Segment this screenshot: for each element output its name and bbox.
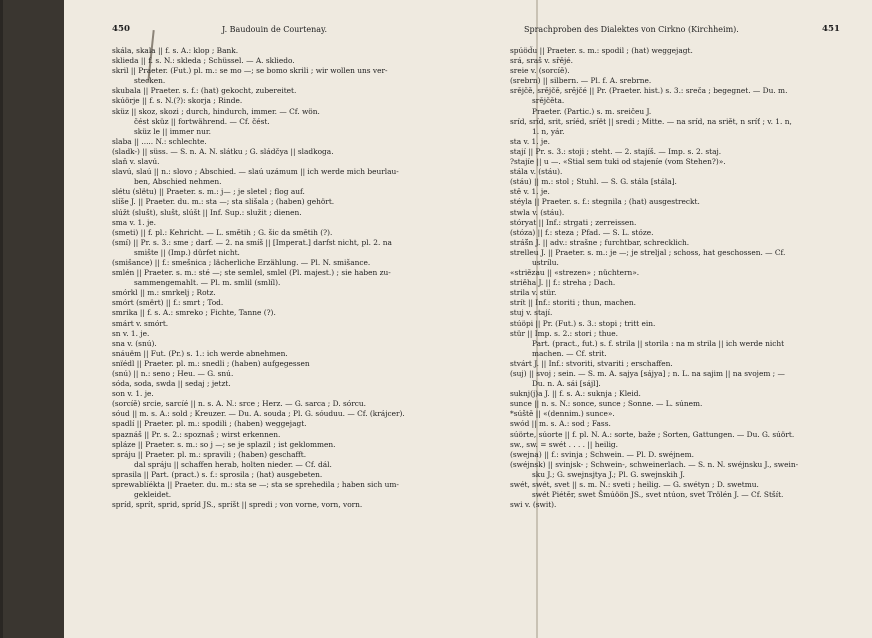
dictionary-entry-line: smórt (smërt) || f.: smrt ; Tod. [112, 298, 224, 308]
dictionary-entry-line: (sladk-) || süss. — S. n. A. N. slátku ; G. sládčya || sladkoga. [112, 146, 334, 156]
dictionary-entry-line: (stáu) || m.: stol ; Stuhl. — S. G. stála [stála]. [510, 177, 677, 187]
dictionary-entry-line: suknj(j)a J. || f. s. A.: suknja ; Kleid. [510, 389, 641, 399]
dictionary-entry-line: spráju || Praeter. pl. m.: spravili ; (haben) geschafft. [112, 449, 307, 459]
dictionary-entry-line: smište || (Imp.) dürfet nicht. [134, 247, 240, 257]
dictionary-entry-line: sku J.; G. swejnsjtya J.; Pl. G. swejnskih J. [532, 469, 685, 479]
dictionary-entry-line: slíše J. || Praeter. du. m.: sta —; sta slišala ; (haben) gehört. [112, 197, 335, 207]
dictionary-entry-line: slúžt (slušt), slušt, slúšt || Inf. Sup.: služit ; dienen. [112, 207, 302, 217]
right-entries [510, 46, 840, 510]
dictionary-entry-line: smárt v. smórt. [112, 318, 169, 328]
dictionary-entry-line: smrika || f. s. A.: smreko ; Fichte, Tanne (?). [112, 308, 276, 318]
dictionary-entry-line: sóud || m. s. A.: sold ; Kreuzer. — Du. A. souda ; Pl. G. sóuduu. — Cf. (krájcer). [112, 409, 405, 419]
dictionary-entry-line: sreie v. (sorcíě). [510, 66, 570, 76]
dictionary-entry-line: sprewablíékta || Praeter. du. m.: sta se —; sta se sprehedila ; haben sich um- [112, 480, 399, 490]
dictionary-entry-line: srá, sraš v. sřějé. [510, 56, 574, 66]
dictionary-entry-line: strít || Inf.: storiti ; thun, machen. [510, 298, 637, 308]
dictionary-entry-line: stála v. (stáu). [510, 167, 563, 177]
dictionary-entry-line: spadlí || Praeter. pl. m.: spodili ; (haben) weggejagt. [112, 419, 307, 429]
dictionary-entry-line: smlén || Praeter. s. m.: sté —; ste semlel, smlel (Pl. majest.) ; sie haben zu- [112, 268, 391, 278]
right-page-number: 451 [822, 24, 840, 34]
dictionary-entry-line: spríd, sprít, sprid, spríd JS., spríšt || spredi ; von vorne, vorn, vorn. [112, 500, 363, 510]
dictionary-entry-line: gekleidet. [134, 490, 172, 500]
dictionary-entry-line: stají || Pr. s. 3.: stoji ; steht. — 2. stajíš. — Imp. s. 2. staj. [510, 146, 722, 156]
page-edge-bar [0, 0, 3, 638]
dictionary-entry-line: swét, swét, svet || s. m. N.: sveti ; heilig. — G. swétyn ; D. swetmu. [510, 480, 759, 490]
dictionary-entry-line: slavú, slaú || n.: slovo ; Abschied. — slaú uzámum || ich werde mich beurlau- [112, 167, 399, 177]
dictionary-entry-line: swód || m. s. A.: sod ; Fass. [510, 419, 611, 429]
dictionary-entry-line: ?stajíe || u —. «Stial sem tuki od stajeníe (vom Stehen?)». [510, 157, 726, 167]
dictionary-entry-line: skril || Praeter. (Fut.) pl. m.: se mo —; se bomo skrili ; wir wollen uns ver- [112, 66, 388, 76]
left-page-header [112, 24, 448, 40]
right-page [510, 24, 840, 624]
dictionary-entry-line: srějčě, srějčě, srějčé || Pr. (Praeter. hist.) s. 3.: sreča ; begegnet. — Du. m. [510, 86, 788, 96]
dictionary-entry-line: čést sküz || fortwährend. — Cf. čést. [134, 116, 270, 126]
dictionary-entry-line: smórkl || m.: smrkelj ; Rotz. [112, 288, 216, 298]
dictionary-entry-line: stuj v. stají. [510, 308, 553, 318]
dictionary-entry-line: *súště || «(dennim.) sunce». [510, 409, 615, 419]
dictionary-entry-line: sprasila || Part. (pract.) s. f.: sprosila ; (hat) ausgebeten. [112, 469, 323, 479]
dictionary-entry-line: Part. (pract., fut.) s. f. strila || storila : na m strila || ich werde nicht [532, 338, 785, 348]
dictionary-entry-line: spaznáš || Pr. s. 2.: spoznaš ; wirst erkennen. [112, 429, 281, 439]
dictionary-entry-line: stúöpi || Pr. (Fut.) s. 3.: stopi ; tritt ein. [510, 318, 656, 328]
dictionary-entry-line: sküz le || immer nur. [134, 126, 211, 136]
dictionary-entry-line: skála, skala || f. s. A.: klop ; Bank. [112, 46, 239, 55]
dictionary-entry-line: 1. n, yár. [532, 126, 565, 136]
dictionary-entry-line: snáuëm || Fut. (Pr.) s. 1.: ich werde abnehmen. [112, 348, 288, 358]
dictionary-entry-line: strelleu J. || Praeter. s. m.: je —; je streljal ; schoss, hat geschossen. — Cf. [510, 247, 786, 257]
dictionary-entry-line: Praeter. (Partic.) s. m. sreičeu J. [532, 106, 652, 116]
left-entries [112, 46, 448, 510]
dictionary-entry-line: sunce || n. s. N.: sonce, sunce ; Sonne. — L. súnem. [510, 399, 703, 409]
dictionary-entry-line: stéyla || Praeter. s. f.: stegnila ; (hat) ausgestreckt. [510, 197, 700, 207]
dictionary-entry-line: sw., sw. = swét . . . . || heilig. [510, 439, 619, 449]
dictionary-entry-line: ustrílu. [532, 257, 559, 267]
dictionary-entry-line: stě v. 1. je. [510, 187, 550, 197]
dictionary-entry-line: srějčěta. [532, 96, 565, 106]
dictionary-entry-line: stwla v. (stáu). [510, 207, 565, 217]
dictionary-entry-line: spúöd̈u || Praeter. s. m.: spodil ; (hat) weggejagt. [510, 46, 693, 55]
dictionary-entry-line: sklieda || f. s. N.: skleda ; Schüssel. — A. skliedo. [112, 56, 295, 66]
dictionary-entry-line: sküz || skoz, skozi ; durch, hindurch, immer. — Cf. wön. [112, 106, 320, 116]
dictionary-entry-line: (suj) || svoj ; sein. — S. m. A. sajya [sájya] ; n. L. na sajim || na svojem ; — [510, 369, 785, 378]
dictionary-entry-line: skubala || Praeter. s. f.: (hat) gekocht, zubereitet. [112, 86, 297, 96]
dictionary-entry-line: (swéjnsk) || svinjsk- ; Schwein-, schweinerlach. — S. n. N. swéjnsku J., swein- [510, 459, 799, 469]
dictionary-entry-line: slaň v. slavú. [112, 157, 160, 167]
dictionary-entry-line: stecken. [134, 76, 166, 86]
dictionary-entry-line: stvárt J. || Inf.: stvoriti, stvariti ; erschaffen. [510, 358, 673, 368]
dictionary-entry-line: skúörje || f. s. N.(?): skorja ; Rinde. [112, 96, 243, 106]
dictionary-entry-line: machen. — Cf. strit. [532, 348, 607, 358]
dictionary-entry-line: stóryat || Inf.: strgati ; zerreissen. [510, 217, 637, 227]
dictionary-entry-line: spláze || Praeter. s. m.: so j —; se je splazil ; ist geklommen. [112, 439, 336, 449]
right-page-header [510, 24, 840, 40]
dictionary-entry-line: dal spráju || schaffen herab, holten nieder. — Cf. dál. [134, 459, 332, 469]
dictionary-entry-line: (smí) || Pr. s. 3.: sme ; darf. — 2. na smíš || [Imperat.] darfst nicht, pl. 2. na [112, 237, 392, 247]
dictionary-entry-line: sríd, sríd, srit, sríéd, sríët || sredi ; Mitte. — na sríd, na sriět, n sríť ; v. 1. n, [510, 116, 792, 126]
dictionary-entry-line: ben, Abschied nehmen. [134, 177, 222, 187]
dictionary-entry-line: sma v. 1. je. [112, 217, 156, 227]
dictionary-entry-line: (smeti) || f. pl.: Kehricht. — L. smětih ; G. šic da smětih (?). [112, 227, 333, 237]
left-page [112, 24, 448, 624]
right-running-head: Sprachproben des Dialektes von Cirkno (Kirchheim). [524, 25, 739, 34]
dictionary-entry-line: (snú) || n.: seno ; Heu. — G. snú. [112, 369, 234, 378]
dictionary-entry-line: sn v. 1. je. [112, 328, 150, 338]
dictionary-entry-line: striěha J. || f.: streha ; Dach. [510, 278, 616, 288]
dictionary-entry-line: sammengemahlt. — Pl. m. smlil (smlíl). [134, 278, 281, 288]
dictionary-entry-line: son v. 1. je. [112, 389, 154, 399]
left-page-number: 450 [112, 24, 130, 34]
dictionary-entry-line: «striězau || «strezen» ; nüchtern». [510, 268, 640, 278]
dictionary-entry-line: (smišance) || f.: smešnica ; lächerliche Erzählung. — Pl. N. smišance. [112, 257, 371, 267]
left-running-head: J. Baudouin de Courtenay. [222, 25, 327, 34]
dictionary-entry-line: (srebrn) || silbern. — Pl. f. A. srebrne. [510, 76, 652, 86]
dictionary-entry-line: swét Piétěr, swet Šmúöön JS., svet ntúon, svet Trölén J. — Cf. Stšít. [532, 490, 784, 500]
dictionary-entry-line: swi v. (swit). [510, 500, 557, 510]
dictionary-entry-line: sta v. 1. je. [510, 136, 550, 146]
dictionary-entry-line: sóda, soda, swda || sedaj ; jetzt. [112, 379, 231, 389]
dictionary-entry-line: (swejna) || f.: svinja ; Schwein. — Pl. D. swéjnem. [510, 449, 694, 459]
dictionary-entry-line: slaba || ..... N.: schlechte. [112, 136, 207, 146]
dictionary-entry-line: sna v. (snú). [112, 338, 157, 348]
dictionary-entry-line: stür || Imp. s. 2.: stori ; thue. [510, 328, 618, 338]
dictionary-entry-line: strila v. stür. [510, 288, 557, 298]
dictionary-entry-line: súörte, súorte || f. pl. N. A.: sorte, baže ; Sorten, Gattungen. — Du. G. súört. [510, 429, 795, 439]
dictionary-entry-line: snïédl || Praeter. pl. m.: snedli ; (haben) aufgegessen [112, 358, 310, 368]
dictionary-entry-line: slétu (slëtu) || Praeter. s. m.: j— ; je sletel ; flog auf. [112, 187, 305, 197]
dictionary-entry-line: stráš̈n J. || adv.: strašne ; furchtbar, schrecklich. [510, 237, 690, 247]
dictionary-entry-line: Du. n. A. sái [sájl]. [532, 379, 601, 389]
dictionary-entry-line: (stóza) || f.: steza ; Pfad. — S. L. stóze. [510, 227, 654, 237]
dictionary-entry-line: (sorcíě) srcie, sarcíé || n. s. A. N.: srce ; Herz. — G. sarca ; D. sórcu. [112, 399, 367, 409]
